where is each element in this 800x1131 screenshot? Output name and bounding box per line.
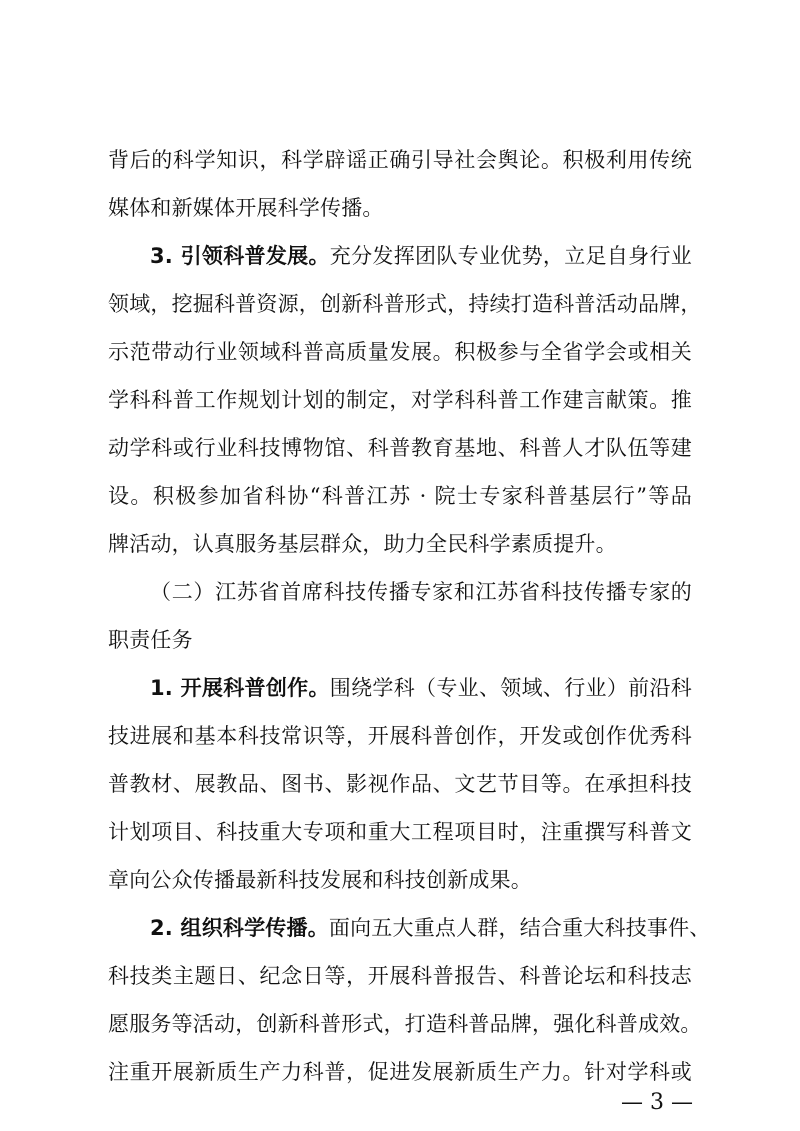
text-line: 章向公众传播最新科技发展和科技创新成果。 bbox=[108, 868, 532, 892]
text-line: 科技类主题日、纪念日等，开展科普报告、科普论坛和科技志 bbox=[108, 964, 692, 988]
text-line: 动学科或行业科技博物馆、科普教育基地、科普人才队伍等建 bbox=[108, 436, 692, 460]
text-line: 注重开展新质生产力科普，促进发展新质生产力。针对学科或 bbox=[108, 1060, 692, 1084]
paragraph-b1-first-line bbox=[150, 668, 692, 708]
paragraph-b2-first-line bbox=[150, 908, 711, 948]
text-line: 背后的科学知识，科学辟谣正确引导社会舆论。积极利用传统 bbox=[108, 148, 692, 172]
page-number: — 3 — bbox=[621, 1090, 693, 1115]
paragraph-heading: 3. 引领科普发展。 bbox=[150, 244, 330, 268]
paragraph-text: 面向五大重点人群，结合重大科技事件、 bbox=[328, 916, 711, 940]
paragraph-text: 充分发挥团队专业优势，立足自身行业 bbox=[329, 244, 692, 268]
text-line: 媒体和新媒体开展科学传播。 bbox=[108, 196, 384, 220]
text-line: 领域，挖掘科普资源，创新科普形式，持续打造科普活动品牌， bbox=[108, 292, 702, 316]
section-heading-line: （二）江苏省首席科技传播专家和江苏省科技传播专家的 bbox=[150, 580, 692, 604]
text-line: 学科科普工作规划计划的制定，对学科科普工作建言献策。推 bbox=[108, 388, 692, 412]
paragraph-heading: 1. 开展科普创作。 bbox=[150, 676, 330, 700]
text-line: 计划项目、科技重大专项和重大工程项目时，注重撰写科普文 bbox=[108, 820, 692, 844]
paragraph-3-first-line bbox=[150, 236, 692, 276]
paragraph-heading: 2. 组织科学传播。 bbox=[150, 916, 329, 940]
section-heading-line: 职责任务 bbox=[108, 628, 193, 652]
text-line: 示范带动行业领域科普高质量发展。积极参与全省学会或相关 bbox=[108, 340, 692, 364]
paragraph-text: 围绕学科（专业、领域、行业）前沿科 bbox=[329, 676, 692, 700]
text-line: 设。积极参加省科协“科普江苏 · 院士专家科普基层行”等品 bbox=[108, 484, 692, 508]
text-line: 愿服务等活动，创新科普形式，打造科普品牌，强化科普成效。 bbox=[108, 1012, 702, 1036]
text-line: 技进展和基本科技常识等，开展科普创作，开发或创作优秀科 bbox=[108, 724, 692, 748]
text-line: 牌活动，认真服务基层群众，助力全民科学素质提升。 bbox=[108, 532, 617, 556]
text-line: 普教材、展教品、图书、影视作品、文艺节目等。在承担科技 bbox=[108, 772, 692, 796]
